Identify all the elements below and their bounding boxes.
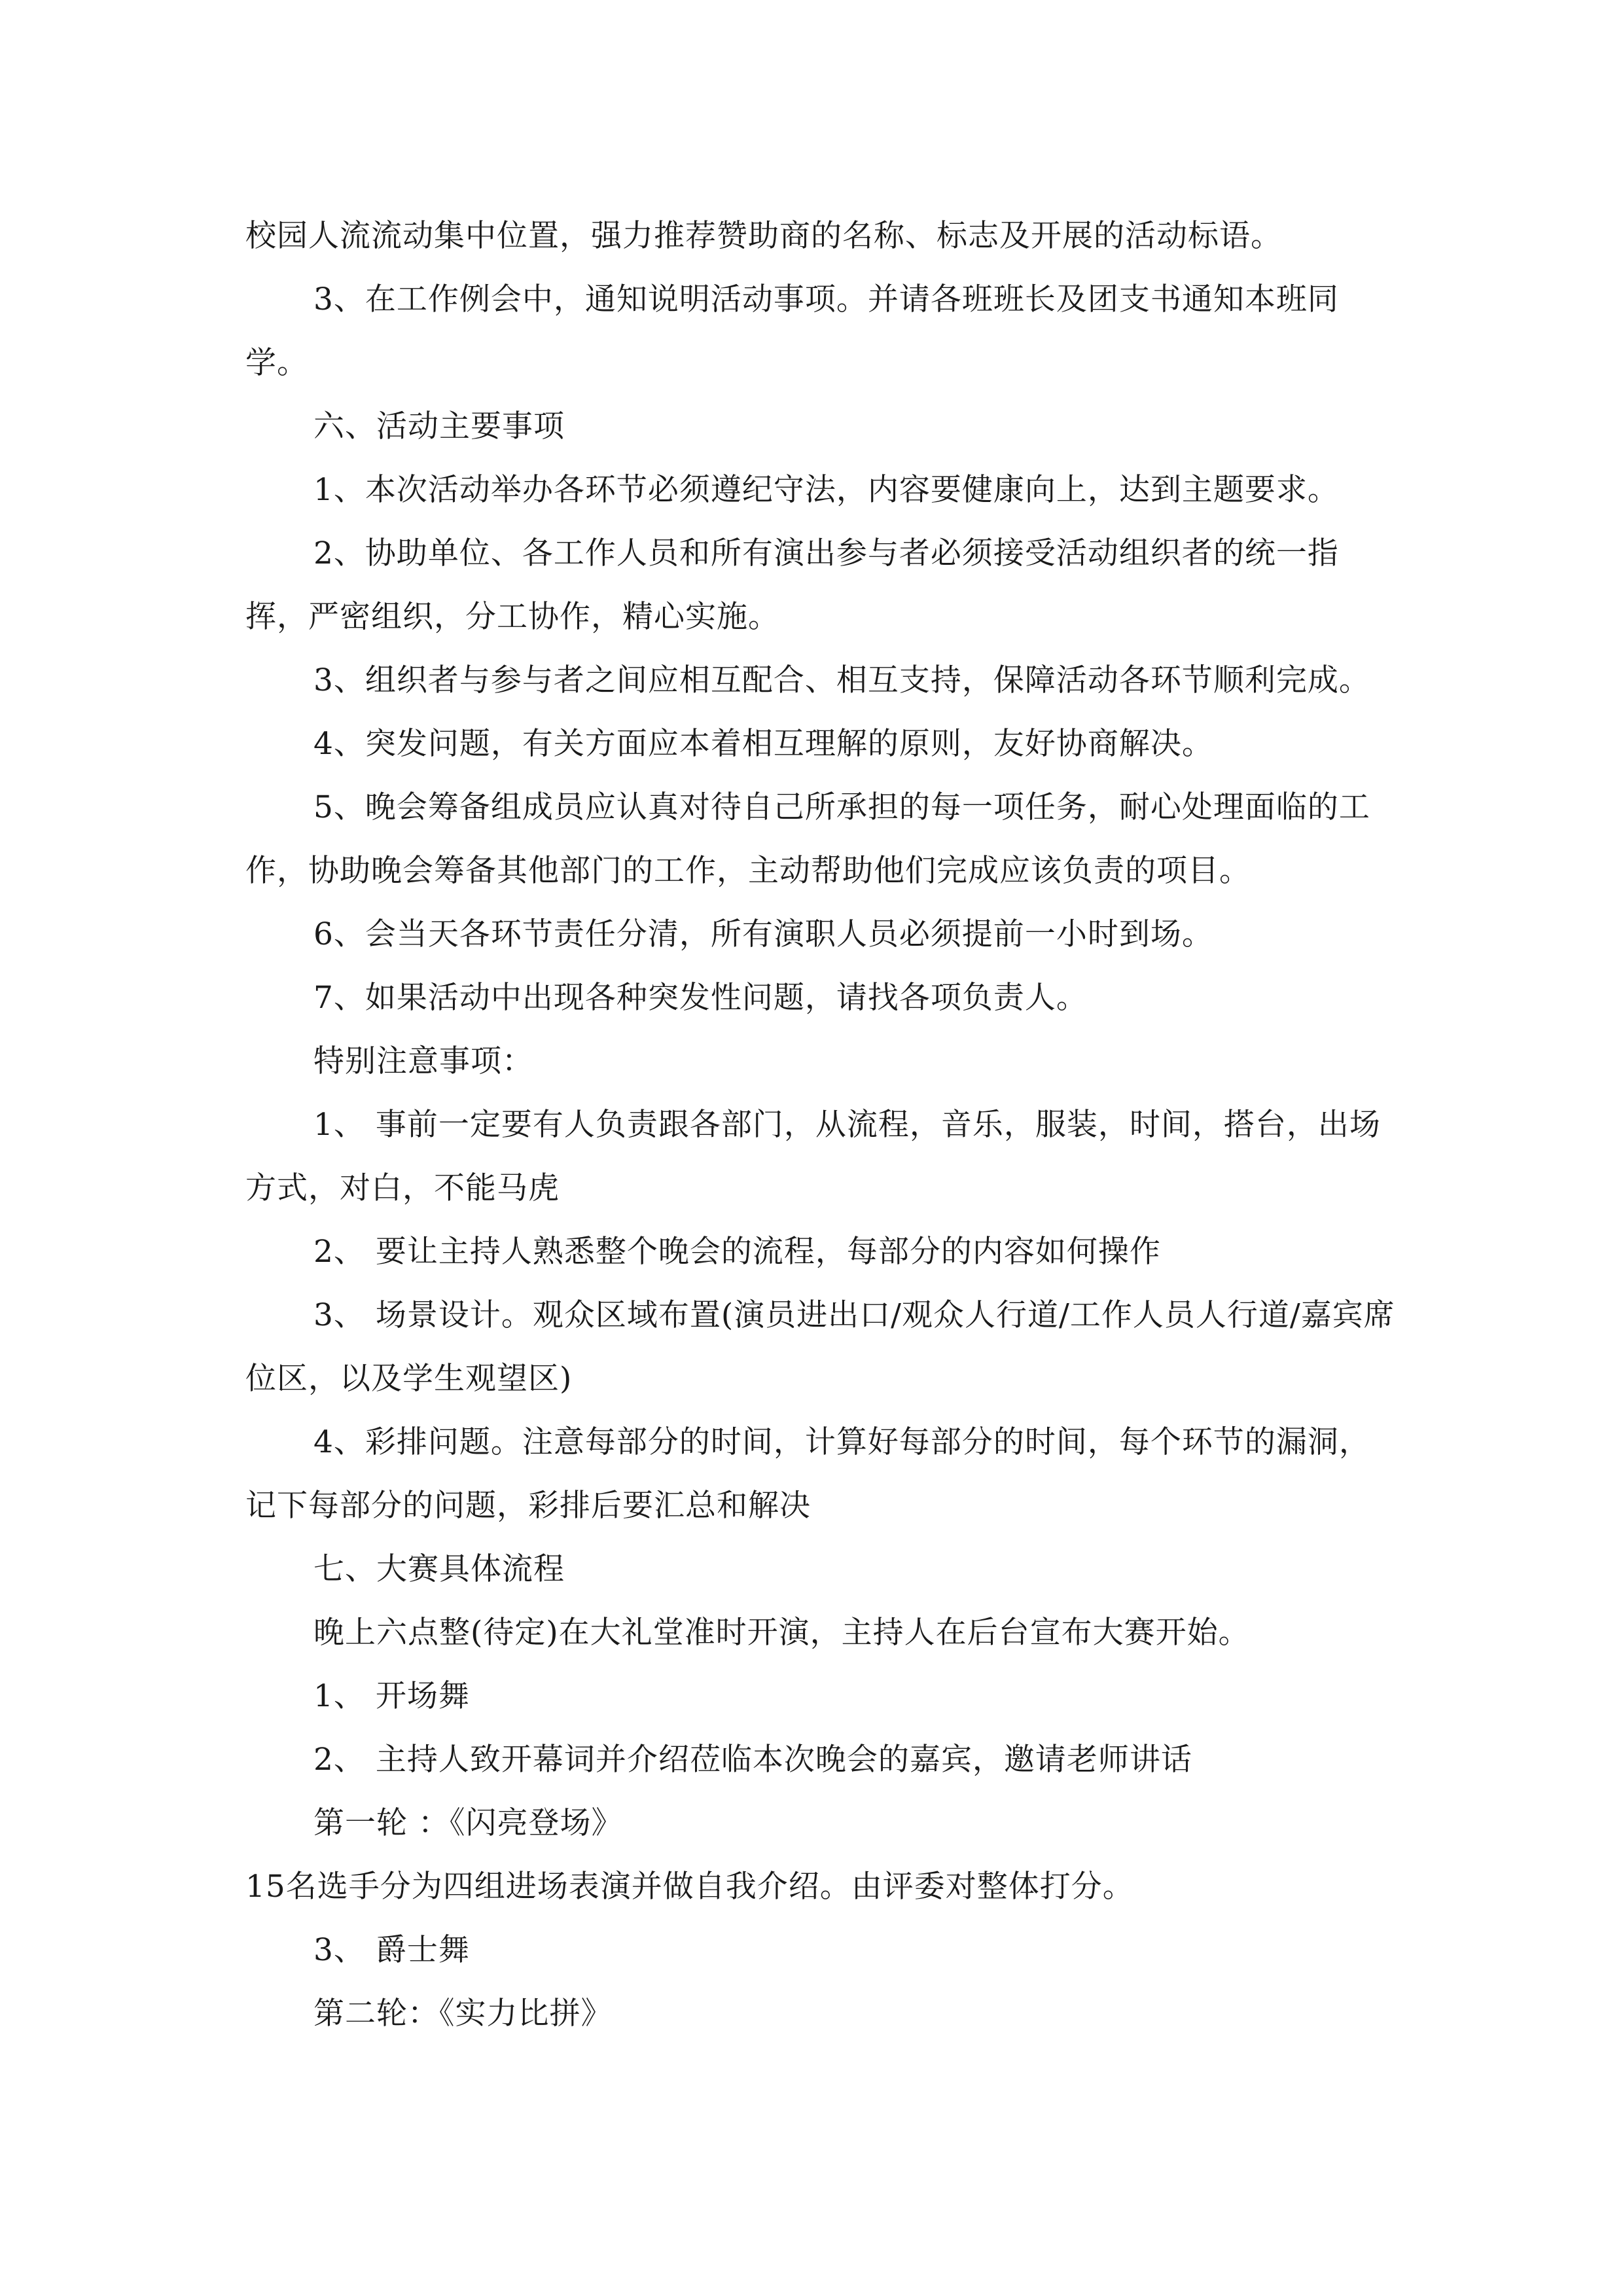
paragraph: 7、如果活动中出现各种突发性问题，请找各项负责人。 [313, 980, 1088, 1016]
section-heading: 七、大赛具体流程 [313, 1551, 565, 1587]
paragraph: 5、晚会筹备组成员应认真对待自己所承担的每一项任务，耐心处理面临的工作，协助晚会筹备其他部门的工作，主动帮助他们完成应该负责的项目。 [245, 789, 1370, 889]
paragraph: 晚上六点整(待定)在大礼堂准时开演，主持人在后台宣布大赛开始。 [313, 1615, 1250, 1651]
paragraph: 4、突发问题，有关方面应本着相互理解的原则，友好协商解决。 [313, 726, 1213, 762]
document-body [245, 204, 1397, 2045]
section-heading: 六、活动主要事项 [313, 408, 565, 444]
paragraph: 2、 要让主持人熟悉整个晚会的流程，每部分的内容如何操作 [313, 1234, 1161, 1270]
paragraph: 3、 爵士舞 [313, 1932, 470, 1968]
paragraph: 2、 主持人致开幕词并介绍莅临本次晚会的嘉宾，邀请老师讲话 [313, 1742, 1192, 1778]
paragraph: 3、组织者与参与者之间应相互配合、相互支持，保障活动各环节顺利完成。 [313, 662, 1370, 698]
paragraph: 6、会当天各环节责任分清，所有演职人员必须提前一小时到场。 [313, 916, 1213, 952]
paragraph: 1、 事前一定要有人负责跟各部门，从流程，音乐，服装，时间，搭台，出场方式，对白，不能马虎 [245, 1107, 1381, 1206]
paragraph: 3、在工作例会中，通知说明活动事项。并请各班班长及团支书通知本班同学。 [245, 281, 1339, 381]
paragraph: 1、本次活动举办各环节必须遵纪守法，内容要健康向上，达到主题要求。 [313, 472, 1339, 508]
paragraph: 1、 开场舞 [313, 1678, 470, 1714]
paragraph: 4、彩排问题。注意每部分的时间，计算好每部分的时间，每个环节的漏洞，记下每部分的问题，彩排后要汇总和解决 [245, 1424, 1370, 1524]
round-title: 第一轮 ：《闪亮登场》 [313, 1805, 623, 1841]
paragraph: 3、 场景设计。观众区域布置(演员进出口/观众人行道/工作人员人行道/嘉宾席位区，以及学生观望区) [245, 1297, 1395, 1397]
paragraph: 校园人流流动集中位置，强力推荐赞助商的名称、标志及开展的活动标语。 [245, 218, 1282, 254]
subheading: 特别注意事项： [313, 1043, 533, 1079]
paragraph: 2、协助单位、各工作人员和所有演出参与者必须接受活动组织者的统一指挥，严密组织，分工协作，精心实施。 [245, 535, 1339, 635]
round-title: 第二轮：《实力比拼》 [313, 1996, 613, 2032]
paragraph: 15名选手分为四组进场表演并做自我介绍。由评委对整体打分。 [245, 1869, 1134, 1905]
